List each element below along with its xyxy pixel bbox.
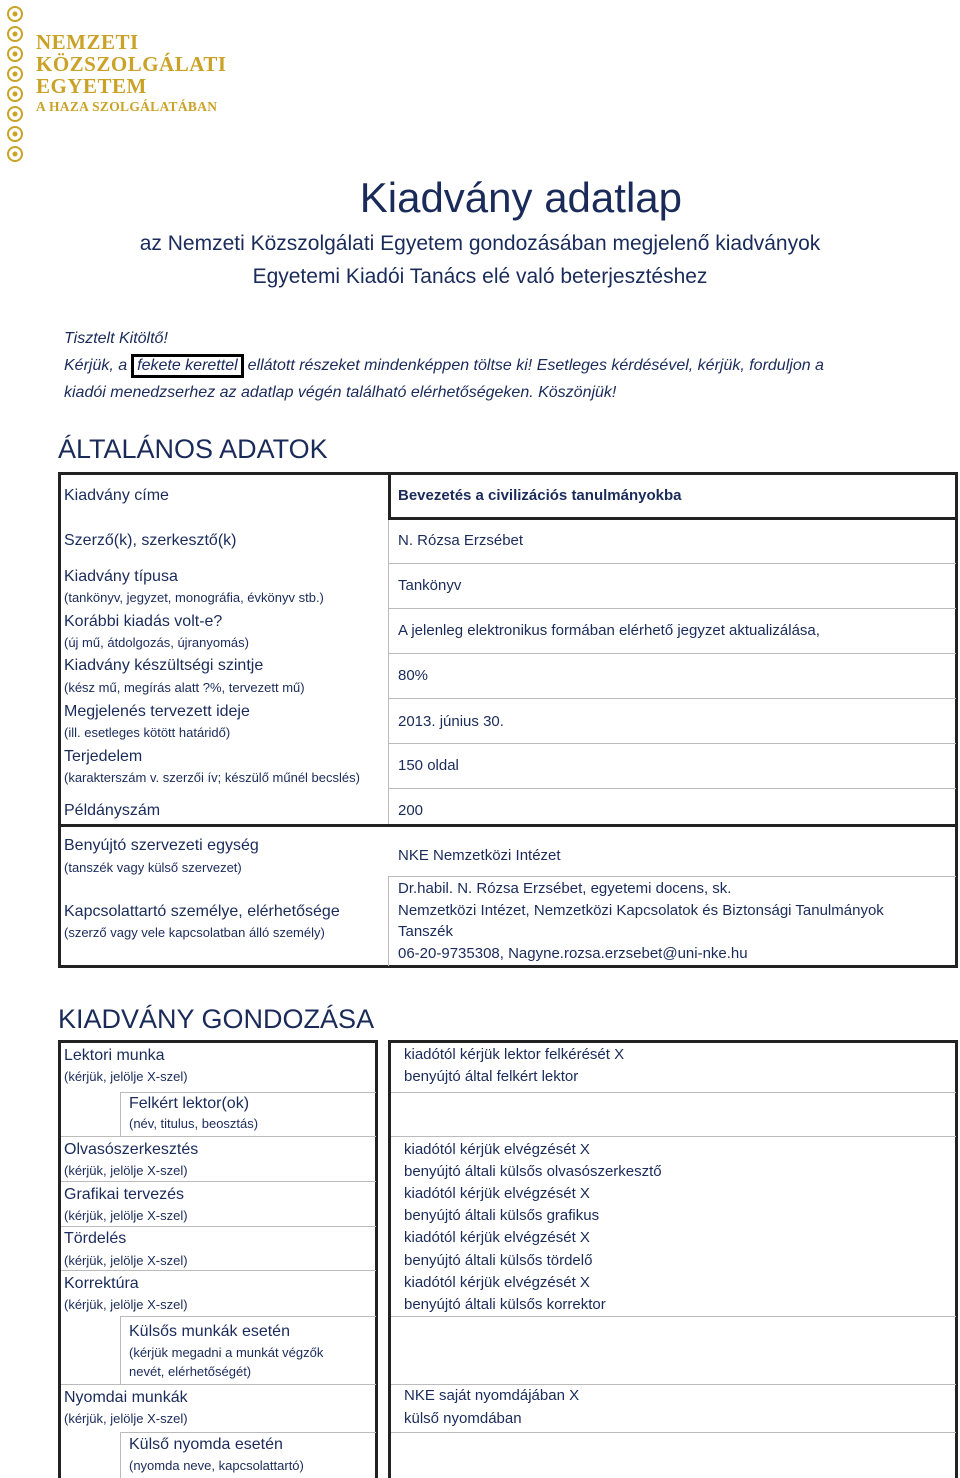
graphic-design-hint: (kérjük, jelölje X-szel) [64,1208,188,1223]
external-printer-label: Külső nyomda esetén [129,1436,283,1453]
printing-hint: (kérjük, jelölje X-szel) [64,1411,188,1426]
section-heading-care: KIADVÁNY GONDOZÁSA [58,1004,375,1034]
contact-line: Dr.habil. N. Rózsa Erzsébet, egyetemi docens, sk. [398,880,732,897]
unit-value: NKE Nemzetközi Intézet [398,847,561,864]
planned-date-hint: (ill. esetleges kötött határidő) [64,725,231,740]
type-label: Kiadvány típusa [64,568,178,585]
invited-lector-hint: (név, titulus, beosztás) [129,1116,259,1131]
contact-hint: (szerző vagy vele kapcsolatban álló személy) [64,925,325,940]
printing-option-nke: NKE saját nyomdájában X [404,1387,580,1404]
graphic-design-option-submitter: benyújtó általi külsős grafikus [404,1207,600,1224]
page-subtitle: Egyetemi Kiadói Tanács elé való beterjesztéshez [252,265,708,288]
external-work-hint: (kérjük megadni a munkát végzők [129,1345,324,1360]
title-label: Kiadvány címe [64,487,169,504]
planned-date-label: Megjelenés tervezett ideje [64,703,250,720]
external-printer-hint: (nyomda neve, kapcsolattartó) [129,1458,304,1473]
copies-value: 200 [398,802,424,819]
proofreading-option-publisher: kiadótól kérjük elvégzését X [404,1141,590,1158]
lector-option-publisher: kiadótól kérjük lektor felkérését X [404,1046,625,1063]
lector-label: Lektori munka [64,1047,165,1064]
type-value: Tankönyv [398,577,462,594]
contact-label: Kapcsolattartó személye, elérhetősége [64,903,340,920]
author-label: Szerző(k), szerkesztő(k) [64,532,237,549]
logo-line: NEMZETI [36,30,139,54]
lector-option-submitter: benyújtó által felkért lektor [404,1068,579,1085]
page-title: Kiadvány adatlap [359,174,682,221]
external-work-hint: nevét, elérhetőségét) [129,1364,252,1379]
section-heading-general: ÁLTALÁNOS ADATOK [58,434,328,464]
unit-label: Benyújtó szervezeti egység [64,837,259,854]
contact-line: Nemzetközi Intézet, Nemzetközi Kapcsolatok és Biztonsági Tanulmányok [398,902,884,919]
correction-option-publisher: kiadótól kérjük elvégzését X [404,1274,590,1291]
graphic-design-label: Grafikai tervezés [64,1186,185,1203]
logo-tagline: A HAZA SZOLGÁLATÁBAN [36,99,218,114]
readiness-value: 80% [398,667,429,684]
typesetting-hint: (kérjük, jelölje X-szel) [64,1253,188,1268]
printing-label: Nyomdai munkák [64,1389,188,1406]
logo-line: KÖZSZOLGÁLATI [36,52,227,76]
unit-hint: (tanszék vagy külső szervezet) [64,860,242,875]
proofreading-label: Olvasószerkesztés [64,1141,199,1158]
proofreading-hint: (kérjük, jelölje X-szel) [64,1163,188,1178]
previous-edition-label: Korábbi kiadás volt-e? [64,613,223,630]
external-work-label: Külsős munkák esetén [129,1323,290,1340]
extent-value: 150 oldal [398,757,459,774]
typesetting-label: Tördelés [64,1230,127,1247]
author-value: N. Rózsa Erzsébet [398,532,524,549]
readiness-label: Kiadvány készültségi szintje [64,657,264,674]
title-value: Bevezetés a civilizációs tanulmányokba [398,487,682,504]
typesetting-option-publisher: kiadótól kérjük elvégzését X [404,1229,590,1246]
intro-text-part: ellátott részeket mindenképpen töltse ki! Esetleges kérdésével, kérjük, forduljon a [247,357,824,374]
contact-line: 06-20-9735308, Nagyne.rozsa.erzsebet@uni-nke.hu [398,945,748,962]
page-subtitle: az Nemzeti Közszolgálati Egyetem gondozásában megjelenő kiadványok [139,232,821,255]
lector-hint: (kérjük, jelölje X-szel) [64,1069,188,1084]
typesetting-option-submitter: benyújtó általi külsős tördelő [404,1252,593,1269]
type-hint: (tankönyv, jegyzet, monográfia, évkönyv stb.) [64,590,324,605]
extent-hint: (karakterszám v. szerzői ív; készülő műnél becslés) [64,770,360,785]
readiness-hint: (kész mű, megírás alatt ?%, tervezett mű) [64,680,305,695]
previous-edition-value: A jelenleg elektronikus formában elérhető jegyzet aktualizálása, [398,622,820,639]
planned-date-value: 2013. június 30. [398,713,504,730]
proofreading-option-submitter: benyújtó általi külsős olvasószerkesztő [404,1163,662,1180]
intro-greeting: Tisztelt Kitöltő! [64,330,168,347]
extent-label: Terjedelem [64,748,143,765]
intro-text: kiadói menedzserhez az adatlap végén található elérhetőségeken. Köszönjük! [64,384,617,401]
invited-lector-label: Felkért lektor(ok) [129,1095,250,1112]
intro-text [64,354,824,378]
previous-edition-hint: (új mű, átdolgozás, újranyomás) [64,635,249,650]
correction-hint: (kérjük, jelölje X-szel) [64,1297,188,1312]
logo-line: EGYETEM [36,74,147,98]
university-logo [36,32,227,115]
logo-ornament [4,4,26,168]
copies-label: Példányszám [64,802,161,819]
black-frame-example: fekete kerettel [131,354,244,378]
printing-option-external: külső nyomdában [404,1410,522,1427]
correction-option-submitter: benyújtó általi külsős korrektor [404,1296,606,1313]
correction-label: Korrektúra [64,1275,139,1292]
graphic-design-option-publisher: kiadótól kérjük elvégzését X [404,1185,590,1202]
intro-text-part: Kérjük, a [64,357,128,374]
contact-line: Tanszék [398,923,454,940]
